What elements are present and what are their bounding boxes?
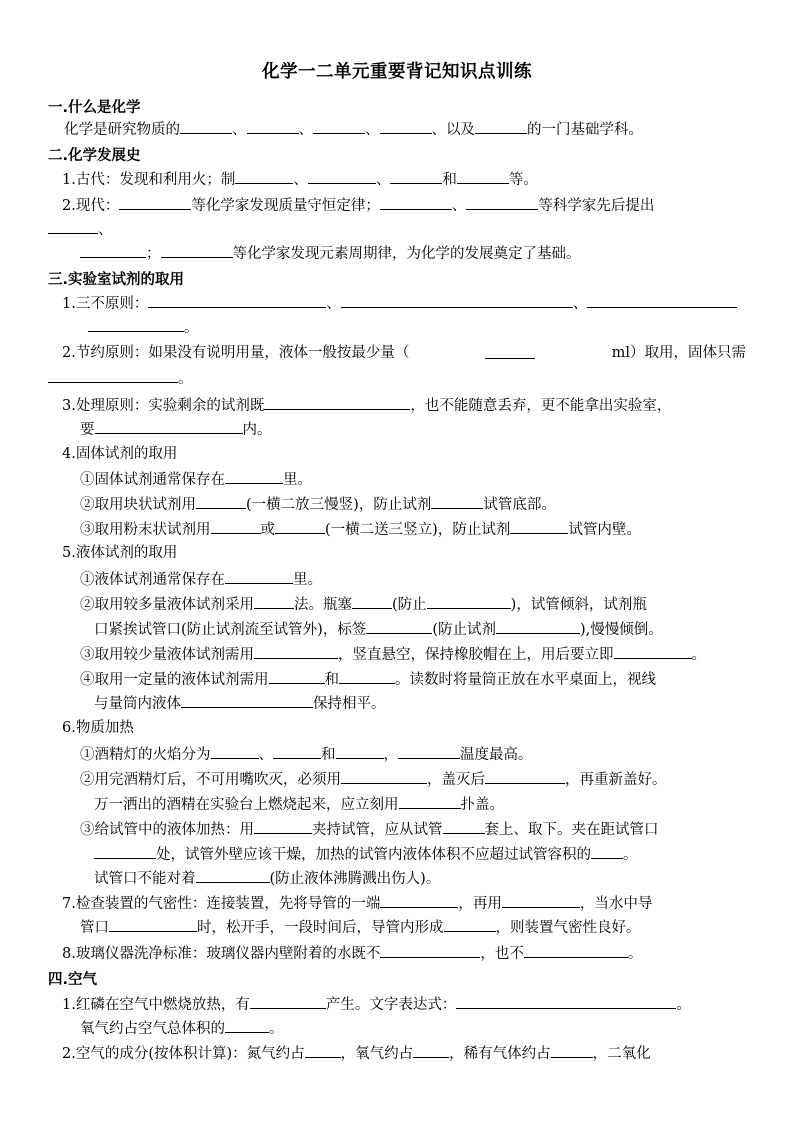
blank[interactable]	[456, 993, 676, 1009]
s3-p5-item-2-cont: 口紧挨试管口(防止试剂流至试管外)，标签 (防止试剂 ),慢慢倾倒。	[94, 618, 663, 640]
blank[interactable]	[95, 418, 243, 434]
s3-p4-item-2: ②取用块状试剂用 (一横二放三慢竖)，防止试剂 试管底部。	[80, 493, 556, 515]
s2-line-1: 1.古代：发现和利用火；制 、 、 和 等。	[62, 168, 538, 190]
section-heading-4: 四.空气	[48, 972, 98, 988]
blank[interactable]	[380, 118, 432, 134]
blank[interactable]	[254, 643, 338, 659]
blank[interactable]	[443, 818, 485, 834]
blank[interactable]	[398, 743, 460, 759]
s3-p7-line-1: 7.检查装置的气密性：连接装置，先将导管的一端 ，再用 ，当水中导	[62, 892, 652, 914]
blank[interactable]	[250, 993, 326, 1009]
blank[interactable]	[305, 1042, 341, 1058]
blank[interactable]	[225, 468, 283, 484]
section-heading-2: 二.化学发展史	[48, 148, 141, 164]
s3-p5-item-4-cont: 与量筒内液体 保持相平。	[94, 692, 386, 714]
s3-p6-item-2-cont: 万一洒出的酒精在实验台上燃烧起来，应立刻用 扑盖。	[94, 793, 504, 815]
blank[interactable]	[457, 168, 509, 184]
blank[interactable]	[380, 942, 480, 958]
blank[interactable]	[399, 793, 461, 809]
s4-p1-line-1: 1.红磷在空气中燃烧放热，有 产生。文字表达式： 。	[62, 993, 691, 1015]
s3-p6-item-3: ③给试管中的液体加热：用 夹持试管，应从试管 套上、取下。夹在距试管口	[80, 818, 659, 840]
s2-line-4: ； 等化学家发现元素周期律，为化学的发展奠定了基础。	[80, 242, 581, 264]
s1-line-1: 化学是研究物质的 、 、 、 、以及 的一门基础学科。	[64, 118, 643, 140]
blank[interactable]	[254, 593, 294, 609]
blank[interactable]	[80, 242, 146, 258]
s3-p5-heading: 5.液体试剂的取用	[62, 545, 178, 561]
blank[interactable]	[273, 743, 321, 759]
blank[interactable]	[211, 518, 261, 534]
blank[interactable]	[431, 493, 483, 509]
s4-p1-line-2: 氧气约占空气总体积的 。	[80, 1017, 284, 1039]
blank[interactable]	[390, 168, 442, 184]
blank[interactable]	[591, 843, 623, 859]
s3-p6-heading: 6.物质加热	[62, 720, 134, 736]
blank[interactable]	[148, 292, 326, 308]
s3-p6-item-2: ②用完酒精灯后，不可用嘴吹灭，必须用 ，盖灭后 ，再重新盖好。	[80, 768, 667, 790]
blank[interactable]	[502, 892, 580, 908]
blank[interactable]	[341, 292, 573, 308]
blank[interactable]	[180, 118, 232, 134]
blank[interactable]	[225, 1017, 269, 1033]
s3-p6-item-3-cont2: 试管口不能对着 (防止液体沸腾溅出伤人)。	[94, 867, 440, 889]
blank[interactable]	[614, 643, 692, 659]
s3-p5-item-2: ②取用较多量液体试剂采用 法。瓶塞 (防止 )，试管倾斜，试剂瓶	[80, 593, 647, 615]
page-title: 化学一二单元重要背记知识点训练	[262, 62, 532, 82]
blank[interactable]	[510, 518, 568, 534]
s3-p2-line-1: 2.节约原则：如果没有说明用量，液体一般按最少量（ ml）取用，固体只需	[62, 345, 746, 361]
s3-p7-line-2: 管口 时，松开手，一段时间后，导管内形成 ，则装置气密性良好。	[80, 916, 641, 938]
blank[interactable]	[275, 518, 325, 534]
blank[interactable]	[313, 118, 365, 134]
blank[interactable]	[339, 668, 395, 684]
blank[interactable]	[336, 743, 384, 759]
blank[interactable]	[181, 692, 313, 708]
s3-p5-item-1: ①液体试剂通常保存在 里。	[80, 568, 322, 590]
blank[interactable]	[352, 593, 392, 609]
s3-p3-line-1: 3.处理原则：实验剩余的试剂既 ，也不能随意丢弃，更不能拿出实验室，	[62, 394, 671, 416]
blank[interactable]	[109, 916, 197, 932]
blank[interactable]	[485, 768, 565, 784]
blank[interactable]	[380, 194, 452, 210]
blank[interactable]	[496, 618, 580, 634]
blank[interactable]	[254, 818, 312, 834]
blank[interactable]	[551, 1042, 593, 1058]
blank[interactable]	[366, 618, 432, 634]
blank[interactable]	[444, 916, 496, 932]
blank[interactable]	[211, 743, 259, 759]
blank[interactable]	[48, 367, 178, 383]
s3-p4-heading: 4.固体试剂的取用	[62, 446, 178, 462]
s3-p4-item-3: ③取用粉末状试剂用 或 (一横二送三竖立)，防止试剂 试管内壁。	[80, 518, 641, 540]
section-heading-3: 三.实验室试剂的取用	[48, 272, 185, 288]
blank[interactable]	[475, 118, 527, 134]
s3-p5-item-4: ④取用一定量的液体试剂需用 和 。读数时将量筒正放在水平桌面上，视线	[80, 668, 656, 690]
s3-p1-line-1: 1.三不原则： 、 、	[62, 292, 737, 314]
blank[interactable]	[161, 242, 233, 258]
s3-p6-item-1: ①酒精灯的火焰分为 、 和 ， 温度最高。	[80, 743, 533, 765]
blank[interactable]	[341, 768, 427, 784]
s3-p4-item-1: ①固体试剂通常保存在 里。	[80, 468, 312, 490]
s2-line-3: 、	[48, 218, 113, 240]
blank[interactable]	[485, 343, 535, 359]
blank[interactable]	[235, 168, 293, 184]
blank[interactable]	[247, 118, 299, 134]
blank[interactable]	[524, 942, 628, 958]
s3-p8: 8.玻璃仪器洗净标准：玻璃仪器内壁附着的水既不 ，也不 。	[62, 942, 642, 964]
s2-line-2: 2.现代： 等化学家发现质量守恒定律； 、 等科学家先后提出	[62, 194, 654, 216]
blank[interactable]	[308, 168, 376, 184]
blank[interactable]	[380, 892, 458, 908]
blank[interactable]	[48, 218, 98, 234]
s3-p2-line-2: 。	[48, 367, 193, 389]
blank[interactable]	[119, 194, 191, 210]
s3-p3-line-2: 要 内。	[80, 418, 272, 440]
blank[interactable]	[264, 394, 410, 410]
blank[interactable]	[427, 593, 511, 609]
blank[interactable]	[88, 316, 184, 332]
s4-p2-line-1: 2.空气的成分(按体积计算)：氮气约占 ，氧气约占 ，稀有气体约占 ，二氧化	[62, 1042, 651, 1064]
blank[interactable]	[225, 568, 293, 584]
blank[interactable]	[587, 292, 737, 308]
blank[interactable]	[94, 843, 156, 859]
section-heading-1: 一.什么是化学	[48, 100, 141, 116]
blank[interactable]	[269, 668, 325, 684]
blank[interactable]	[466, 194, 538, 210]
blank[interactable]	[196, 493, 246, 509]
s3-p1-line-2: 。	[88, 316, 199, 338]
blank[interactable]	[196, 867, 270, 883]
blank[interactable]	[413, 1042, 449, 1058]
s3-p6-item-3-cont: 处，试管外壁应该干燥，加热的试管内液体体积不应超过试管容积的 。	[94, 843, 638, 865]
s3-p5-item-3: ③取用较少量液体试剂需用 ，竖直悬空，保持橡胶帽在上，用后要立即 。	[80, 643, 706, 665]
